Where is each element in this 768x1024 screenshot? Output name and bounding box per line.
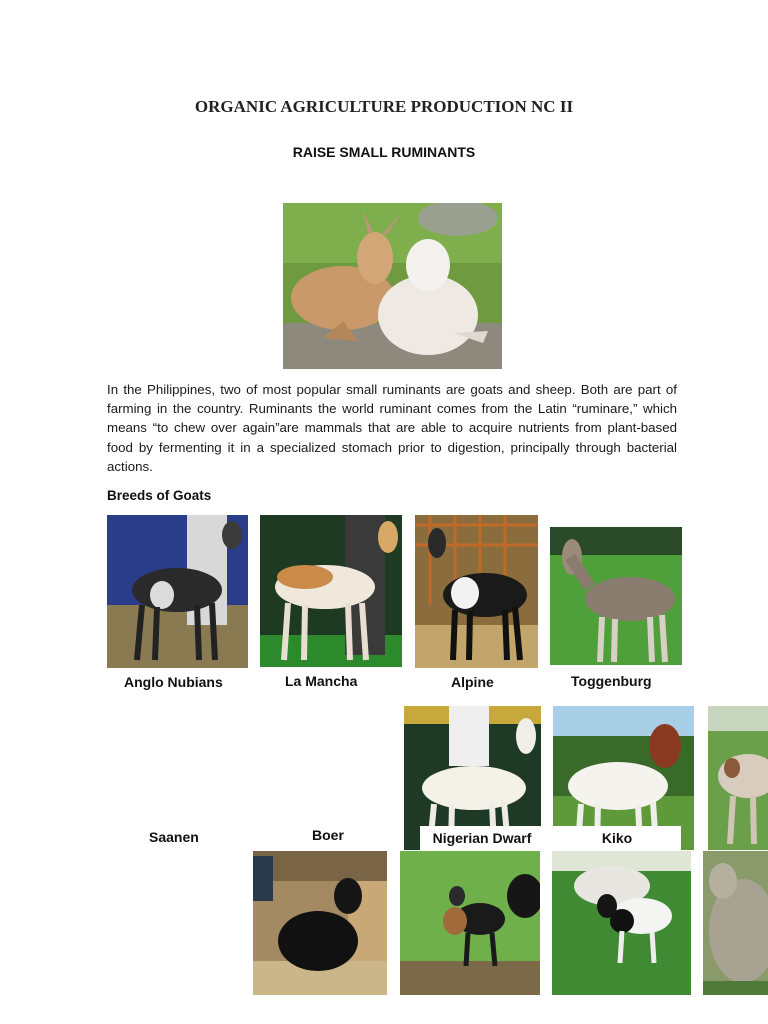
caption-boer: Boer	[312, 827, 344, 843]
la-mancha-photo	[260, 515, 402, 667]
kiko-photo	[708, 706, 768, 850]
breeds-heading: Breeds of Goats	[107, 488, 212, 503]
caption-alpine: Alpine	[451, 674, 494, 690]
caption-toggenburg: Toggenburg	[571, 673, 652, 689]
caption-nigerian-dwarf: Nigerian Dwarf	[420, 826, 544, 850]
intro-paragraph: In the Philippines, two of most popular small ruminants are goats and sheep. Both are part of farming in the country. Ruminants the world ruminant comes from the Latin “ruminare,” which means “to chew over again”are mammals that are able to acquire nutrients from plant-based food by fermenting it in a specialized stomach prior to digestion, principally through bacterial actions.	[107, 382, 677, 474]
black-goat-photo	[253, 851, 387, 995]
small-goats-photo	[400, 851, 540, 995]
anglo-nubian-photo	[107, 515, 248, 668]
toggenburg-photo	[550, 527, 682, 665]
caption-la-mancha: La Mancha	[285, 673, 358, 689]
document-title: ORGANIC AGRICULTURE PRODUCTION NC II	[194, 97, 574, 116]
caption-kiko: Kiko	[553, 826, 681, 850]
document-subtitle: RAISE SMALL RUMINANTS	[292, 144, 476, 160]
alpine-photo	[415, 515, 538, 668]
caption-saanen: Saanen	[149, 829, 199, 845]
angora-goat-photo	[703, 851, 768, 995]
caption-anglo-nubians: Anglo Nubians	[124, 674, 223, 690]
sheep-and-goat-photo	[552, 851, 691, 995]
goat-and-sheep-photo	[283, 203, 502, 369]
